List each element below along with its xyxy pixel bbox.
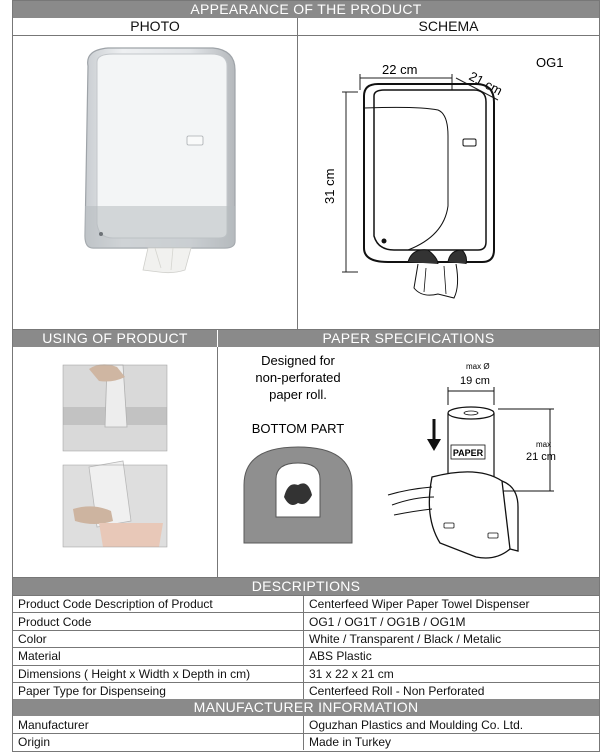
- paper-header: PAPER SPECIFICATIONS: [217, 330, 599, 347]
- desc-label: Color: [13, 630, 304, 647]
- table-row: [13, 630, 599, 647]
- roll-paper-text: PAPER: [452, 448, 484, 458]
- designed-line-3: paper roll.: [269, 387, 327, 402]
- appearance-section: [13, 18, 599, 329]
- desc-label: Paper Type for Dispenseing: [13, 682, 304, 699]
- max-diameter-label: max Ø: [466, 362, 490, 371]
- desc-value: 31 x 22 x 21 cm: [304, 665, 600, 682]
- appearance-header: APPEARANCE OF THE PRODUCT: [13, 1, 599, 18]
- descriptions-table: [13, 595, 599, 699]
- descriptions-header: DESCRIPTIONS: [13, 577, 599, 595]
- dispenser-photo: [13, 36, 297, 329]
- table-row: [13, 648, 599, 665]
- schema-model: OG1: [536, 55, 564, 70]
- desc-value: Centerfeed Wiper Paper Towel Dispenser: [304, 596, 600, 613]
- desc-label: Product Code: [13, 613, 304, 630]
- dispenser-schema: [298, 36, 600, 329]
- usage-header: USING OF PRODUCT: [13, 330, 217, 347]
- designed-line-1: Designed for: [261, 353, 335, 368]
- schema-depth: 21 cm: [466, 68, 505, 99]
- photo-label: PHOTO: [13, 18, 297, 36]
- roll-diameter: 19 cm: [460, 375, 490, 387]
- mfr-label: Manufacturer: [18, 717, 89, 732]
- usage-panel: [13, 347, 217, 577]
- table-row: [13, 733, 599, 750]
- desc-label: Material: [13, 648, 304, 665]
- table-row: [13, 716, 599, 733]
- mfr-value: Oguzhan Plastics and Moulding Co. Ltd.: [304, 716, 600, 733]
- usage-photo-bottom: [13, 457, 217, 572]
- usage-paper-section: [13, 347, 599, 577]
- product-sheet: [12, 0, 600, 752]
- schema-panel: [297, 18, 599, 329]
- table-row: [13, 596, 599, 613]
- schema-height: 31 cm: [322, 168, 337, 204]
- mfr-label: Origin: [13, 733, 304, 750]
- schema-width: 22 cm: [382, 62, 418, 77]
- designed-line-2: non-perforated: [255, 370, 341, 385]
- bottom-part-label: BOTTOM PART: [251, 421, 345, 436]
- max-height-label: max: [536, 440, 552, 449]
- manufacturer-header: MANUFACTURER INFORMATION: [13, 699, 599, 716]
- schema-label: SCHEMA: [298, 18, 599, 36]
- table-row: [13, 665, 599, 682]
- table-row: [13, 613, 599, 630]
- manufacturer-table: [13, 716, 599, 750]
- desc-value: Centerfeed Roll - Non Perforated: [304, 682, 600, 699]
- usage-photo-top: [13, 347, 217, 457]
- desc-value: White / Transparent / Black / Metalic: [304, 630, 600, 647]
- photo-panel: [13, 18, 297, 329]
- usage-paper-headers: [13, 329, 599, 347]
- paper-spec-graphic: [218, 347, 600, 577]
- desc-label: Product Code Description of Product: [13, 596, 304, 613]
- mfr-value: Made in Turkey: [304, 733, 600, 750]
- desc-value: OG1 / OG1T / OG1B / OG1M: [304, 613, 600, 630]
- desc-value: ABS Plastic: [304, 648, 600, 665]
- roll-height: 21 cm: [526, 451, 556, 463]
- paper-panel: [217, 347, 599, 577]
- desc-label: Dimensions ( Height x Width x Depth in cm): [13, 665, 304, 682]
- table-row: [13, 682, 599, 699]
